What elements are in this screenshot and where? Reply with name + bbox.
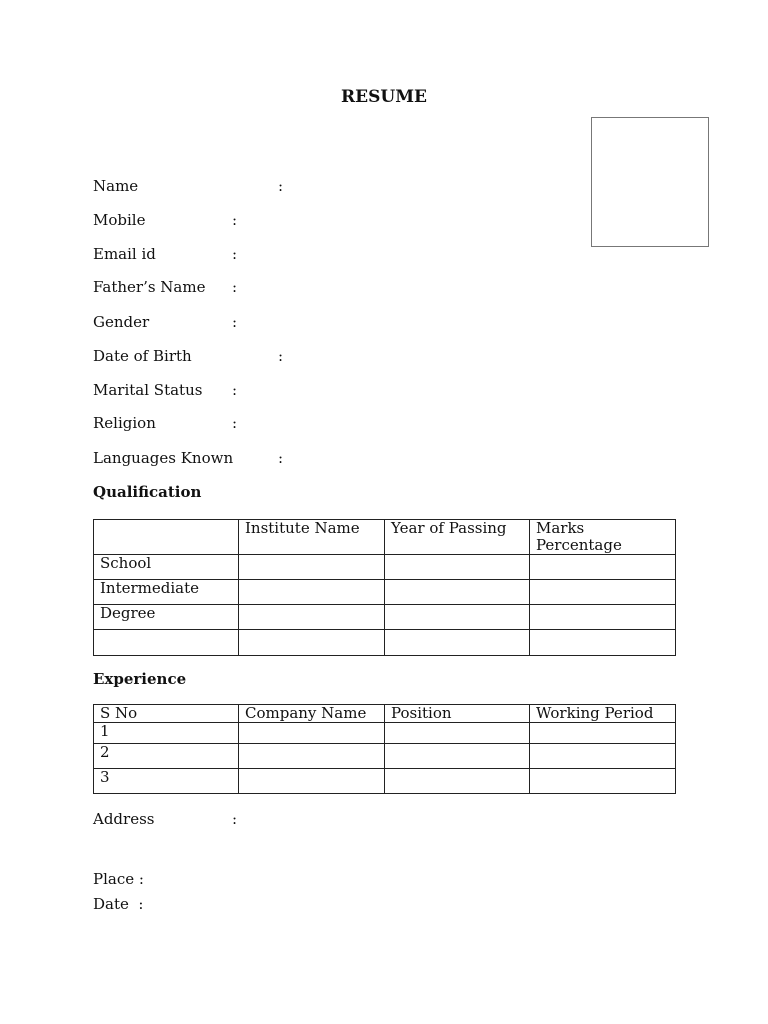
- table-cell: [530, 605, 676, 630]
- table-cell: [385, 555, 530, 580]
- field-label-mobile: Mobile: [93, 211, 146, 229]
- table-cell: [239, 769, 385, 794]
- table-cell: [385, 744, 530, 769]
- experience-header-cell: Working Period: [530, 705, 676, 723]
- field-colon-gender: :: [232, 313, 238, 331]
- table-row: [94, 580, 676, 605]
- table-cell: [239, 723, 385, 744]
- table-cell: 2: [94, 744, 239, 769]
- experience-heading: Experience: [93, 670, 187, 688]
- experience-table: [93, 704, 676, 794]
- table-row: [94, 605, 676, 630]
- table-cell: Intermediate: [94, 580, 239, 605]
- table-row: [94, 555, 676, 580]
- table-cell: 3: [94, 769, 239, 794]
- field-colon-religion: :: [232, 414, 238, 432]
- table-cell: [530, 630, 676, 656]
- qualification-header-cell: Year of Passing: [385, 520, 530, 555]
- table-cell: [385, 723, 530, 744]
- table-row: [94, 630, 676, 656]
- page-title: RESUME: [341, 87, 427, 107]
- table-cell: Degree: [94, 605, 239, 630]
- field-label-marital-status: Marital Status: [93, 381, 203, 399]
- experience-header-cell: Company Name: [239, 705, 385, 723]
- table-cell: [530, 744, 676, 769]
- field-label-dob: Date of Birth: [93, 347, 192, 365]
- date-label: Date :: [93, 895, 144, 913]
- field-label-religion: Religion: [93, 414, 156, 432]
- experience-header-cell: S No: [94, 705, 239, 723]
- table-cell: [530, 555, 676, 580]
- table-cell: [239, 555, 385, 580]
- qualification-header-cell: [94, 520, 239, 555]
- field-colon-languages: :: [278, 449, 284, 467]
- table-cell: [239, 605, 385, 630]
- table-cell: [530, 769, 676, 794]
- table-cell: School: [94, 555, 239, 580]
- table-cell: [239, 580, 385, 605]
- field-label-languages: Languages Known: [93, 449, 234, 467]
- qualification-header-row: [94, 520, 676, 555]
- table-row: [94, 769, 676, 794]
- qualification-header-cell: Institute Name: [239, 520, 385, 555]
- table-cell: [385, 580, 530, 605]
- place-label: Place :: [93, 870, 144, 888]
- experience-header-cell: Position: [385, 705, 530, 723]
- table-cell: [239, 630, 385, 656]
- table-row: [94, 744, 676, 769]
- table-cell: [385, 605, 530, 630]
- field-label-name: Name: [93, 177, 139, 195]
- field-colon-name: :: [278, 177, 284, 195]
- field-label-email: Email id: [93, 245, 156, 263]
- qualification-header-cell: Marks Percentage: [530, 520, 676, 555]
- table-row: [94, 723, 676, 744]
- table-cell: [530, 580, 676, 605]
- experience-header-row: [94, 705, 676, 723]
- table-cell: [385, 769, 530, 794]
- field-label-father-name: Father’s Name: [93, 278, 206, 296]
- qualification-table: [93, 519, 676, 656]
- field-colon-father-name: :: [232, 278, 238, 296]
- field-colon-email: :: [232, 245, 238, 263]
- table-cell: 1: [94, 723, 239, 744]
- qualification-heading: Qualification: [93, 483, 202, 501]
- address-label: Address: [93, 810, 155, 828]
- table-cell: [94, 630, 239, 656]
- field-colon-dob: :: [278, 347, 284, 365]
- field-colon-mobile: :: [232, 211, 238, 229]
- table-cell: [530, 723, 676, 744]
- photo-box: [591, 117, 709, 247]
- table-cell: [385, 630, 530, 656]
- table-cell: [239, 744, 385, 769]
- address-colon: :: [232, 810, 238, 828]
- field-label-gender: Gender: [93, 313, 150, 331]
- field-colon-marital-status: :: [232, 381, 238, 399]
